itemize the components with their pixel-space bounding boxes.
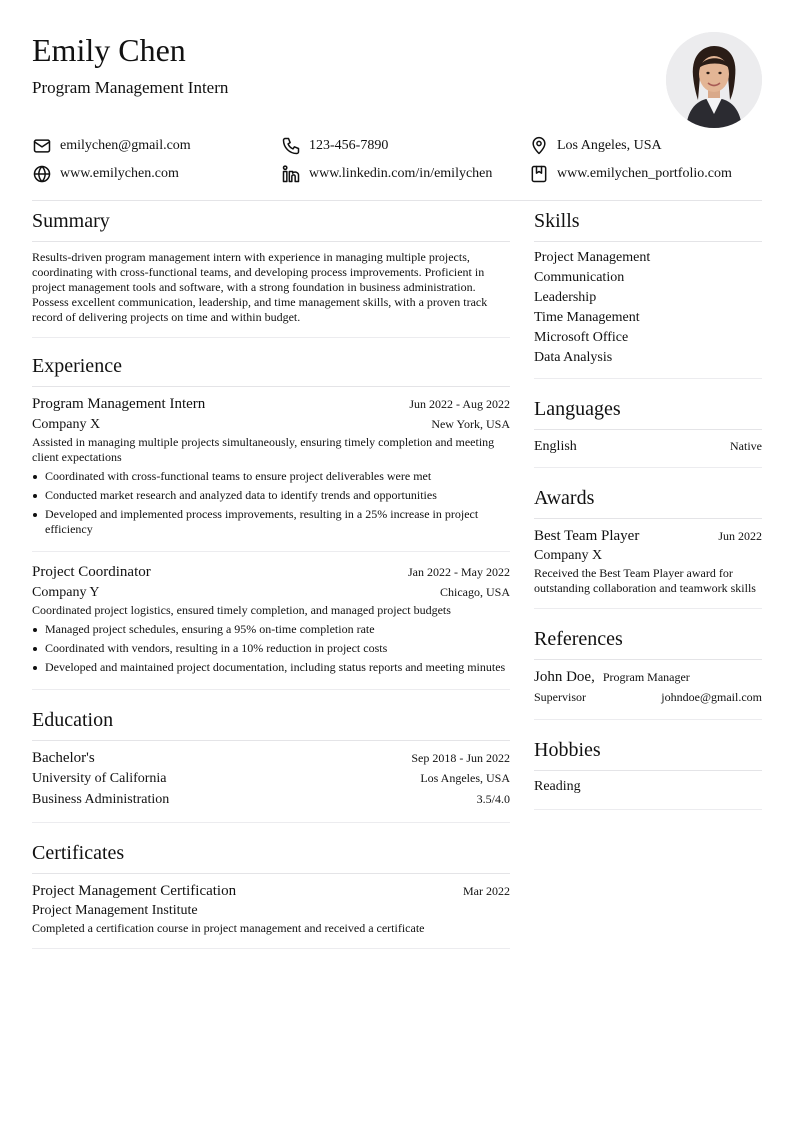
phone-text[interactable]: 123-456-7890	[309, 138, 389, 153]
education-dates: Sep 2018 - Jun 2022	[411, 751, 510, 765]
awards-section	[534, 468, 762, 609]
summary-section	[32, 207, 510, 338]
job-title: Project Coordinator	[32, 564, 151, 580]
section-heading: Awards	[534, 487, 595, 509]
website-link[interactable]: www.emilychen.com	[60, 166, 179, 181]
experience-section	[32, 338, 510, 690]
contact-location	[529, 135, 662, 157]
job-bullets	[32, 467, 510, 539]
skill-item: Microsoft Office	[534, 330, 629, 345]
contact-phone[interactable]	[281, 135, 388, 157]
skill-item: Time Management	[534, 310, 640, 325]
experience-item	[32, 387, 510, 552]
contact-website[interactable]	[32, 163, 179, 185]
candidate-title: Program Management Intern	[32, 78, 229, 97]
section-heading: Summary	[32, 210, 110, 232]
reference-relation: Supervisor	[534, 690, 586, 704]
contact-email[interactable]	[32, 135, 191, 157]
bullet-item: Developed and maintained project documentation, including status reports and meeting minutes	[45, 658, 510, 677]
job-company: Company Y	[32, 585, 100, 600]
reference-name: John Doe,	[534, 669, 595, 685]
school-location: Los Angeles, USA	[420, 771, 510, 785]
reference-email[interactable]: johndoe@gmail.com	[661, 690, 762, 704]
award-title: Best Team Player	[534, 528, 640, 544]
school: University of California	[32, 771, 167, 786]
avatar	[666, 32, 762, 128]
job-description: Coordinated project logistics, ensured timely completion, and managed project budgets	[32, 603, 451, 617]
job-company: Company X	[32, 417, 101, 432]
summary-text: Results-driven program management intern with experience in managing multiple projects, coordinating with cross-functional teams, and developing process improvements. Proficient in project management tools and software, with a strong foundation in business administration. Possess excellent communication, leadership, and time management skills, with a proven track record of delivering projects on time and within budget.	[32, 250, 488, 324]
experience-item	[32, 552, 510, 689]
skill-item: Leadership	[534, 290, 597, 305]
skill-item: Communication	[534, 270, 625, 285]
section-heading: Education	[32, 709, 114, 731]
section-heading: Languages	[534, 398, 621, 420]
certificates-section	[32, 823, 510, 949]
left-column	[32, 207, 510, 949]
bullet-item: Managed project schedules, ensuring a 95% on-time completion rate	[45, 620, 510, 639]
candidate-name: Emily Chen	[32, 32, 186, 68]
globe-icon	[32, 164, 52, 184]
linkedin-icon	[281, 164, 301, 184]
award-org: Company X	[534, 548, 603, 563]
job-location: New York, USA	[431, 417, 510, 431]
language-name: English	[534, 439, 577, 454]
portfolio-link[interactable]: www.emilychen_portfolio.com	[557, 166, 732, 181]
skill-item: Project Management	[534, 250, 651, 265]
header-divider	[32, 200, 762, 201]
job-description: Assisted in managing multiple projects simultaneously, ensuring timely completion and meeting client expectations	[32, 435, 495, 464]
hobbies-section	[534, 720, 762, 810]
contact-portfolio[interactable]	[529, 163, 732, 185]
email-text[interactable]: emilychen@gmail.com	[60, 138, 191, 153]
certificate-date: Mar 2022	[463, 884, 510, 898]
section-heading: Hobbies	[534, 739, 601, 761]
languages-section	[534, 379, 762, 468]
contact-linkedin[interactable]	[281, 163, 492, 185]
skills-section	[534, 207, 762, 379]
bullet-item: Developed and implemented process improvements, resulting in a 25% increase in project efficiency	[45, 505, 510, 539]
hobby-item: Reading	[534, 779, 581, 794]
section-heading: Skills	[534, 210, 580, 232]
section-heading: References	[534, 628, 623, 650]
job-location: Chicago, USA	[440, 585, 510, 599]
field-of-study: Business Administration	[32, 792, 170, 807]
linkedin-link[interactable]: www.linkedin.com/in/emilychen	[309, 166, 493, 181]
job-dates: Jan 2022 - May 2022	[408, 565, 510, 579]
right-column	[534, 207, 762, 810]
portfolio-icon	[529, 164, 549, 184]
references-section	[534, 609, 762, 720]
education-section	[32, 690, 510, 823]
gpa: 3.5/4.0	[476, 792, 510, 806]
skill-item: Data Analysis	[534, 350, 613, 365]
certificate-name: Project Management Certification	[32, 883, 237, 899]
map-pin-icon	[529, 136, 549, 156]
mail-icon	[32, 136, 52, 156]
bullet-item: Coordinated with cross-functional teams to ensure project deliverables were met	[45, 467, 510, 486]
award-description: Received the Best Team Player award for outstanding collaboration and teamwork skills	[534, 566, 756, 595]
bullet-item: Coordinated with vendors, resulting in a 10% reduction in project costs	[45, 639, 510, 658]
section-rule	[32, 241, 510, 242]
bullet-item: Conducted market research and analyzed data to identify trends and opportunities	[45, 486, 510, 505]
job-dates: Jun 2022 - Aug 2022	[409, 397, 510, 411]
job-bullets	[32, 620, 510, 677]
job-title: Program Management Intern	[32, 396, 206, 412]
language-level: Native	[730, 439, 762, 453]
certificate-description: Completed a certification course in project management and received a certificate	[32, 921, 425, 935]
section-heading: Certificates	[32, 842, 125, 864]
degree: Bachelor's	[32, 750, 95, 766]
location-text: Los Angeles, USA	[557, 138, 662, 153]
award-date: Jun 2022	[718, 529, 762, 543]
profile-photo	[666, 32, 762, 128]
phone-icon	[281, 136, 301, 156]
certificate-issuer: Project Management Institute	[32, 903, 198, 918]
section-heading: Experience	[32, 355, 122, 377]
reference-role: Program Manager	[602, 670, 690, 684]
